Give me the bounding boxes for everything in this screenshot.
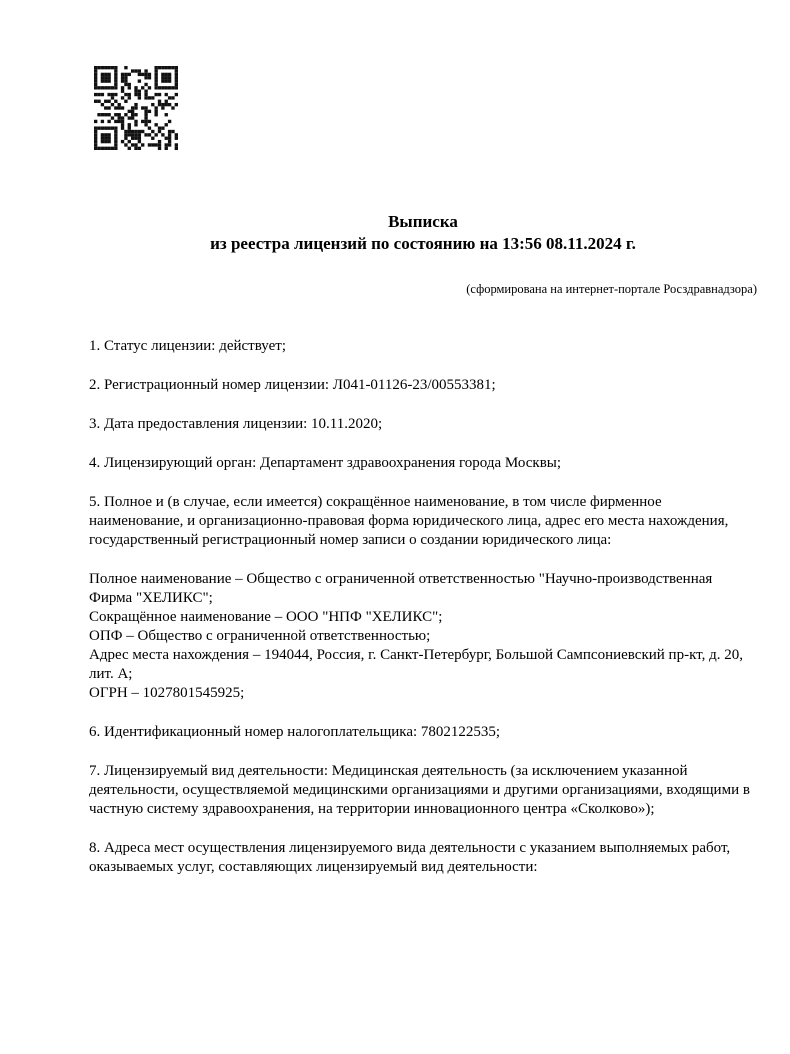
paragraph-licensing-authority: 4. Лицензирующий орган: Департамент здравоохранения города Москвы;	[89, 455, 562, 471]
title-line-1: Выписка	[388, 212, 458, 231]
paragraph-activity-type: 7. Лицензируемый вид деятельности: Медицинская деятельность (за исключением указанной деятельности, осуществляемой медицинскими организациями и другими организациями, входящими в частную систему здравоохранения, на территории инновационного центра «Сколково»);	[89, 763, 750, 817]
paragraph-org-info-intro: 5. Полное и (в случае, если имеется) сокращённое наименование, в том числе фирменное наименование, и организационно-правовая форма юридического лица, адрес его места нахождения, государственный регистрационный номер записи о создании юридического лица:	[89, 494, 729, 548]
paragraph-short-name: Сокращённое наименование – ООО "НПФ "ХЕЛИКС";	[89, 609, 443, 625]
paragraph-full-name: Полное наименование – Общество с ограниченной ответственностью "Научно-производственная Фирма "ХЕЛИКС";	[89, 571, 713, 606]
paragraph-address: Адрес места нахождения – 194044, Россия, г. Санкт-Петербург, Большой Сампсониевский пр-кт, д. 20, лит. А;	[89, 647, 743, 682]
qr-code-icon	[94, 66, 178, 150]
paragraph-inn: 6. Идентификационный номер налогоплательщика: 7802122535;	[89, 724, 501, 740]
paragraph-grant-date: 3. Дата предоставления лицензии: 10.11.2020;	[89, 416, 383, 432]
document-body	[89, 337, 757, 877]
document-subtitle: (сформирована на интернет-портале Росздравнадзора)	[466, 282, 757, 296]
document-content	[89, 211, 757, 877]
paragraph-opf: ОПФ – Общество с ограниченной ответственностью;	[89, 628, 431, 644]
paragraph-license-status: 1. Статус лицензии: действует;	[89, 338, 286, 354]
paragraph-registration-number: 2. Регистрационный номер лицензии: Л041-01126-23/00553381;	[89, 377, 496, 393]
paragraph-ogrn: ОГРН – 1027801545925;	[89, 685, 245, 701]
document-title	[89, 211, 757, 255]
paragraph-addresses-intro: 8. Адреса мест осуществления лицензируемого вида деятельности с указанием выполняемых работ, оказываемых услуг, составляющих лицензируемый вид деятельности:	[89, 840, 731, 875]
title-line-2: из реестра лицензий по состоянию на 13:56 08.11.2024 г.	[210, 234, 636, 253]
